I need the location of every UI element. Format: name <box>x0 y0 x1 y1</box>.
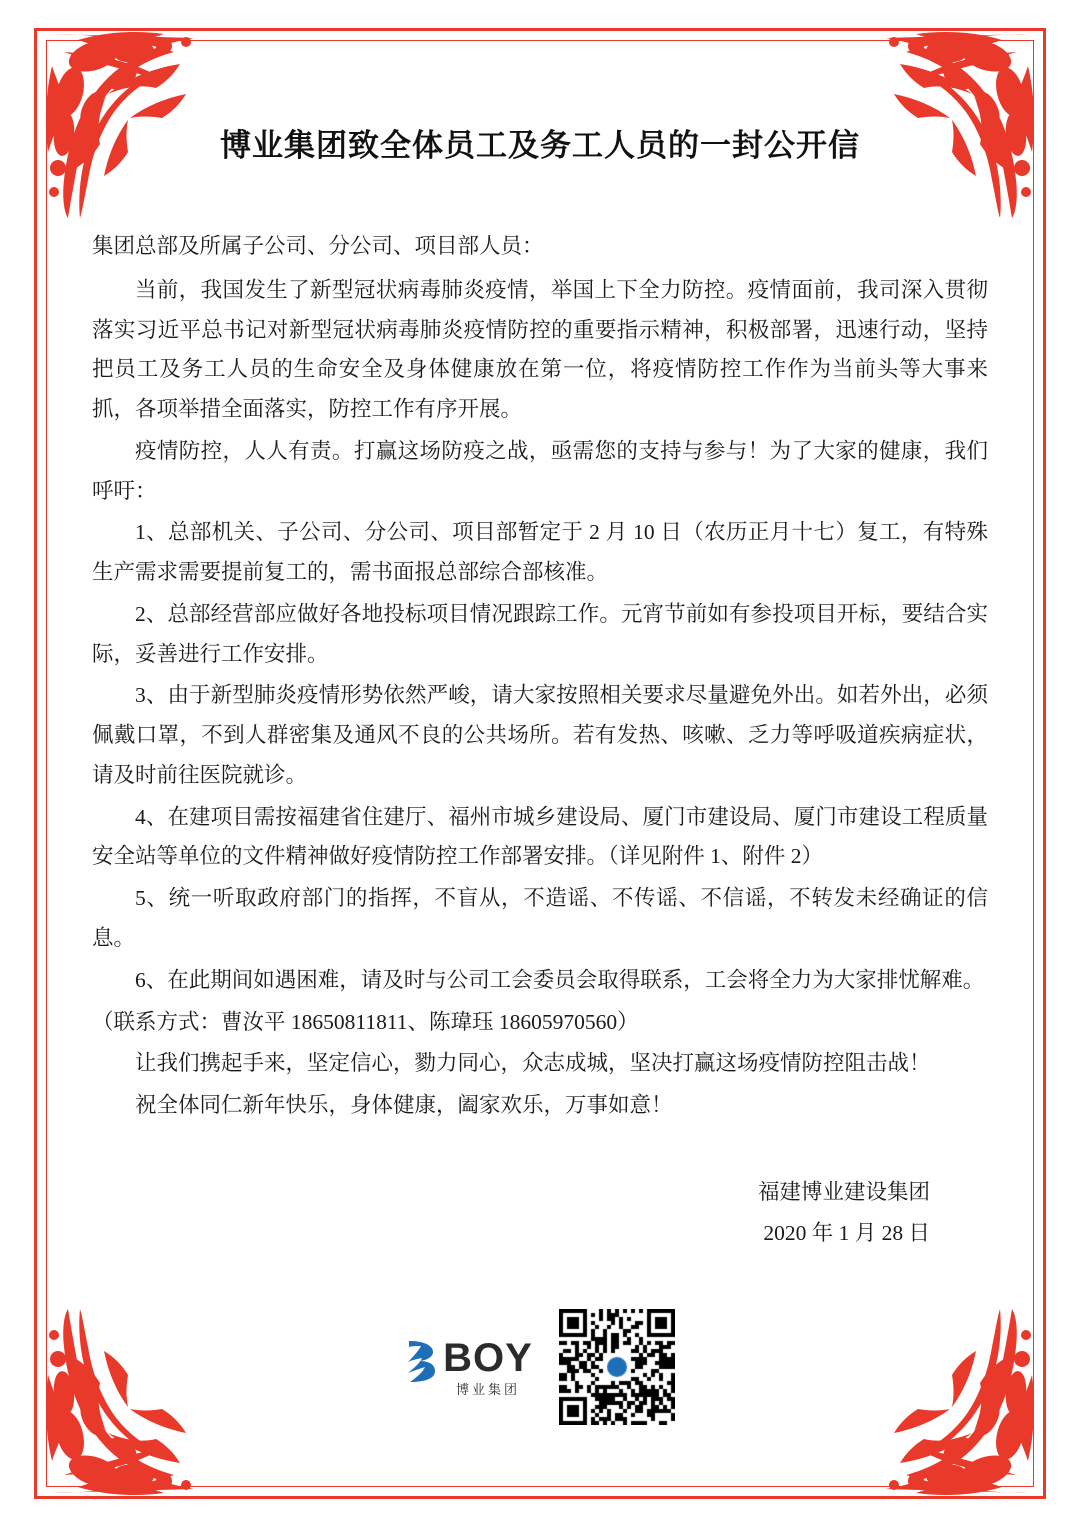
contact-line: （联系方式：曹汝平 18650811811、陈瑋珏 18605970560） <box>92 1009 639 1034</box>
logo-text <box>443 1338 533 1396</box>
signature-organization: 福建博业建设集团 <box>757 1179 930 1204</box>
qr-code[interactable] <box>559 1309 675 1425</box>
paragraph-item-1: 1、总部机关、子公司、分公司、项目部暂定于 2 月 10 日（农历正月十七）复工，有特殊生产需求需要提前复工的，需书面报总部综合部核准。 <box>92 520 988 585</box>
page-title: 博业集团致全体员工及务工人员的一封公开信 <box>220 128 860 163</box>
salutation: 集团总部及所属子公司、分公司、项目部人员： <box>92 234 544 258</box>
paragraph-item-5: 5、统一听取政府部门的指挥，不盲从，不造谣、不传谣、不信谣，不转发未经确证的信息。 <box>92 886 988 951</box>
paragraph-2: 疫情防控，人人有责。打赢这场防疫之战，亟需您的支持与参与！为了大家的健康，我们呼吁： <box>92 438 988 503</box>
paragraph-item-2: 2、总部经营部应做好各地投标项目情况跟踪工作。元宵节前如有参投项目开标，要结合实际，妥善进行工作安排。 <box>92 601 988 666</box>
logo-wordmark: BOY <box>443 1336 533 1380</box>
closing-line-2: 祝全体同仁新年快乐，身体健康，阖家欢乐，万事如意！ <box>135 1093 673 1118</box>
company-logo <box>405 1338 533 1396</box>
paragraph-item-6: 6、在此期间如遇困难，请及时与公司工会委员会取得联系，工会将全力为大家排忧解难。 <box>135 967 985 992</box>
signature-date: 2020 年 1 月 28 日 <box>763 1220 930 1245</box>
closing-line-1: 让我们携起手来，坚定信心，勠力同心，众志成城，坚决打赢这场疫情防控阻击战！ <box>135 1051 931 1076</box>
signature-block <box>92 1172 988 1254</box>
logo-mark-icon <box>405 1338 439 1384</box>
paragraph-item-4: 4、在建项目需按福建省住建厅、福州市城乡建设局、厦门市建设局、厦门市建设工程质量安全站等单位的文件精神做好疫情防控工作部署安排。（详见附件 1、附件 2） <box>92 804 988 869</box>
paragraph-item-3: 3、由于新型肺炎疫情形势依然严峻，请大家按照相关要求尽量避免外出。如若外出，必须佩戴口罩，不到人群密集及通风不良的公共场所。若有发热、咳嗽、乏力等呼吸道疾病症状，请及时前往医院就诊。 <box>92 683 988 787</box>
footer <box>0 1309 1080 1425</box>
logo-subtitle: 博业集团 <box>455 1382 520 1397</box>
letter-content <box>92 120 988 1407</box>
paragraph-1: 当前，我国发生了新型冠状病毒肺炎疫情，举国上下全力防控。疫情面前，我司深入贯彻落实习近平总书记对新型冠状病毒肺炎疫情防控的重要指示精神，积极部署，迅速行动，坚持把员工及务工人员的生命安全及身体健康放在第一位，将疫情防控工作作为当前头等大事来抓，各项举措全面落实，防控工作有序开展。 <box>92 277 988 422</box>
